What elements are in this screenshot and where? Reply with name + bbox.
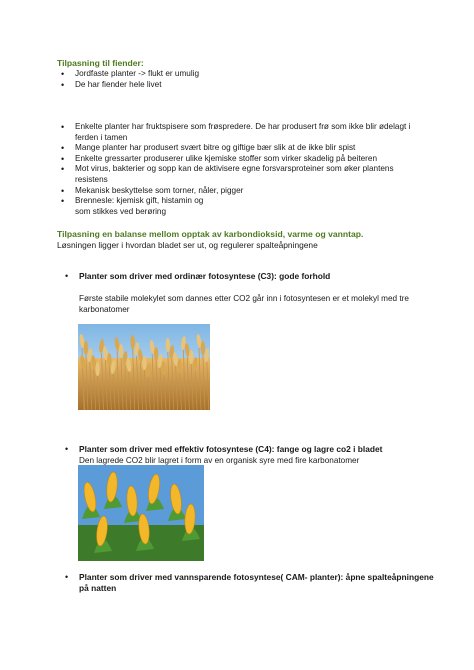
list-item-continued: resistens: [75, 174, 108, 184]
enemies-list-b: [59, 122, 410, 217]
list-item: • Brennesle: kjemisk gift, histamin og: [61, 196, 204, 207]
section-intro: Løsningen ligger i hvordan bladet ser ut, og regulerer spalteåpningene: [57, 240, 318, 250]
c3-text-line1: Første stabile molekylet som dannes etter CO2 går inn i fotosyntesen er et molekyl med tre: [79, 294, 409, 303]
corn-image: [78, 465, 204, 561]
section-title-enemies: Tilpasning til fiender:: [57, 58, 144, 68]
c4-heading: • Planter som driver med effektiv fotosyntese (C4): fange og lagre co2 i bladet: [65, 444, 383, 454]
cam-section: [63, 572, 434, 594]
list-item: • Enkelte planter har fruktspisere som frøspredere. De har produsert frø som ikke blir ødelagt i: [61, 122, 411, 132]
enemies-list-a: [59, 69, 199, 90]
list-item: • Enkelte gressarter produserer ulike kjemiske stoffer som virker skadelig på beiteren: [61, 153, 378, 164]
list-item: • De har fiender hele livet: [61, 79, 162, 90]
list-item: • Mekanisk beskyttelse som torner, nåler, pigger: [61, 185, 244, 196]
cam-heading: • Planter som driver med vannsparende fotosyntese( CAM- planter): åpne spalteåpningene: [65, 572, 434, 582]
c3-heading: • Planter som driver med ordinær fotosyntese (C3): gode forhold: [65, 271, 331, 281]
c4-text: Den lagrede CO2 blir lagret i form av en organisk syre med fire karbonatomer: [79, 456, 360, 465]
list-item: • Mot virus, bakterier og sopp kan de aktivisere egne forsvarsproteiner som øker plantens: [61, 164, 394, 175]
cam-heading-continued: på natten: [79, 583, 117, 593]
wheat-field-illustration: [78, 324, 210, 410]
wheat-field-image: [78, 324, 210, 410]
list-item: • Mange planter har produsert svært bitre og giftige bær slik at de ikke blir spist: [61, 143, 356, 154]
corn-illustration: [78, 465, 204, 561]
section-title-balance: Tilpasning en balanse mellom opptak av karbondioksid, varme og vanntap.: [57, 229, 364, 239]
c3-section: [63, 271, 330, 282]
list-item-continued: som stikkes ved berøring: [75, 206, 167, 216]
c4-section: [63, 444, 382, 455]
list-item-continued: ferden i tamen: [75, 132, 128, 142]
c3-text-line2: karbonatomer: [79, 305, 130, 314]
list-item: • Jordfaste planter -> flukt er umulig: [61, 69, 200, 79]
